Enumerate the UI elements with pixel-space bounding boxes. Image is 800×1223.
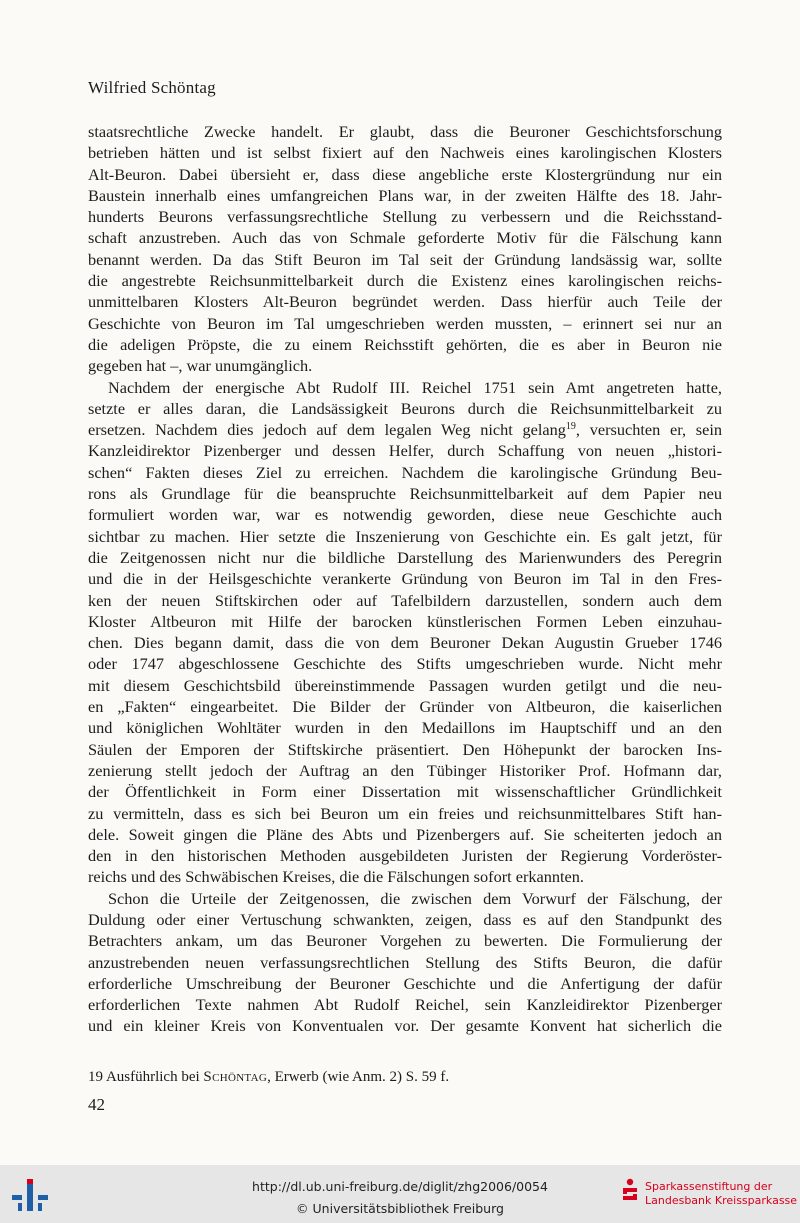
footnote-text: Ausführlich bei [105, 1069, 200, 1085]
text-line: Betrachters ankam, um das Beuroner Vorgehen zu bewerten. Die Formulierung der [88, 931, 722, 951]
text-line: die angestrebte Reichsunmittelbarkeit durch die Existenz eines karolingischen reichs- [88, 271, 722, 291]
text-line: der Öffentlichkeit in Form einer Dissertation mit wissenschaftlicher Gründlichkeit [88, 782, 722, 802]
footer-bar [0, 1165, 800, 1223]
footnote-reference: 19 [565, 421, 576, 433]
text-line: dele. Soweit gingen die Pläne des Abts und Pizenbergers auf. Sie scheiterten jedoch an [88, 824, 722, 844]
text-line: sichtbar zu machen. Hier setzte die Inszenierung von Geschichte ein. Es galt jetzt, für [88, 526, 722, 546]
text-line: chen. Dies begann damit, dass die von dem Beuroner Dekan Augustin Grueber 1746 [88, 633, 722, 653]
source-url[interactable]: http://dl.ub.uni-freiburg.de/diglit/zhg2006/0054 [252, 1179, 548, 1194]
text-line: Säulen der Emporen der Stiftskirche präsentiert. Den Höhepunkt der barocken Ins- [88, 739, 722, 759]
sponsor-line: Landesbank Kreissparkasse [645, 1194, 798, 1207]
text-line: hunderts Beurons verfassungsrechtliche Stellung zu verbessern und die Reichsstand- [88, 207, 722, 227]
text-line: oder 1747 abgeschlossene Geschichte des Stifts umgeschrieben wurde. Nicht mehr [88, 654, 722, 674]
text-line: erforderlichen Texte nahmen Abt Rudolf Reichel, sein Kanzleidirektor Pizenberger [88, 995, 722, 1015]
text-line: Geschichte von Beuron im Tal umgeschrieben werden mussten, – erinnert sei nur an [88, 313, 722, 333]
body-text [88, 121, 722, 1037]
text-line: setzte er alles daran, die Landsässigkeit Beurons durch die Reichsunmittelbarkeit zu [88, 398, 722, 418]
text-line: schen“ Fakten dieses Ziel zu erreichen. Nachdem die karolingische Gründung Beu- [88, 462, 722, 482]
text-fragment: , versuchten er, sein [575, 420, 722, 440]
text-line: Alt-Beuron. Dabei übersieht er, dass diese angebliche erste Klostergründung nur ein [88, 164, 722, 184]
sponsor-text [645, 1180, 797, 1208]
footnote-author: Schöntag [203, 1069, 268, 1085]
sponsor-line: Sparkassenstiftung der [645, 1180, 773, 1193]
text-line: unmittelbaren Klosters Alt-Beuron begründet werden. Dass hierfür auch Teile der [88, 292, 722, 312]
text-line: zenierung stellt jedoch der Auftrag an den Tübinger Historiker Prof. Hofmann dar, [88, 760, 722, 780]
text-line: erforderliche Umschreibung der Beuroner Geschichte und die Anfertigung der dafür [88, 973, 722, 993]
copyright-text: © Universitätsbibliothek Freiburg [296, 1201, 504, 1216]
text-line: rons als Grundlage für die beanspruchte Reichsunmittelbarkeit auf dem Papier neu [88, 484, 722, 504]
footnote-number: 19 [88, 1069, 103, 1085]
footnote [88, 1069, 449, 1086]
text-line: staatsrechtliche Zwecke handelt. Er glaubt, dass die Beuroner Geschichtsforschung [88, 122, 722, 141]
text-line-with-footnote [88, 419, 722, 440]
text-line: Schon die Urteile der Zeitgenossen, die zwischen dem Vorwurf der Fälschung, der [108, 888, 722, 908]
text-line: mit diesem Geschichtsbild übereinstimmende Passagen wurden getilgt und die neu- [88, 675, 722, 695]
text-line: gegeben hat –, war unumgänglich. [88, 356, 313, 376]
text-fragment: ersetzen. Nachdem dies jedoch auf dem legalen Weg nicht gelang [88, 420, 566, 440]
footnote-text: , Erwerb (wie Anm. 2) S. 59 f. [267, 1069, 450, 1085]
text-line: Baustein innerhalb eines umfangreichen Plans war, in der zweiten Hälfte des 18. Jahr- [88, 185, 722, 205]
text-line: formuliert worden war, war es notwendig geworden, diese neue Geschichte auch [88, 505, 722, 525]
text-line: Kloster Altbeuron mit Hilfe der barocken künstlerischen Formen Leben einzuhau- [88, 611, 722, 631]
text-line: reichs und des Schwäbischen Kreises, die die Fälschungen sofort erkannten. [88, 867, 584, 887]
text-line: zu vermitteln, dass es sich bei Beuron um ein freies und reichsunmittelbares Stift han- [88, 803, 722, 823]
text-line: die adeligen Pröpste, die zu einem Reichsstift gehörten, die es aber in Beuron nie [88, 334, 722, 354]
text-line: schaft anzustreben. Auch das von Schmale geforderte Motiv für die Fälschung kann [88, 228, 722, 248]
text-line: Duldung oder einer Vertuschung schwankten, zeigen, dass es auf den Standpunkt des [88, 909, 722, 929]
text-line: ken der neuen Stiftskirchen oder auf Tafelbildern darzustellen, sondern auch dem [88, 590, 722, 610]
text-line: Kanzleidirektor Pizenberger und dessen Helfer, durch Schaffung von neuen „histori- [88, 441, 722, 461]
sparkasse-logo-icon [621, 1178, 639, 1202]
text-line: und königlichen Wohltäter wurden in den Medaillons im Hauptschiff und an den [88, 718, 722, 738]
text-line: den in den historischen Methoden ausgebildeten Juristen der Regierung Vorderöster- [88, 846, 722, 866]
text-line: und ein kleiner Kreis von Konventualen vor. Der gesamte Konvent hat sicherlich die [88, 1016, 722, 1036]
running-head: Wilfried Schöntag [88, 78, 216, 97]
page-number: 42 [88, 1095, 105, 1114]
text-line: Nachdem der energische Abt Rudolf III. Reichel 1751 sein Amt angetreten hatte, [108, 377, 722, 397]
text-line: en „Fakten“ eingearbeitet. Die Bilder der Gründer von Altbeuron, die kaiserlichen [88, 697, 722, 717]
text-line: anzustrebenden neuen verfassungsrechtlichen Stellung des Stifts Beuron, die dafür [88, 952, 722, 972]
text-line: und die in der Heilsgeschichte verankerte Gründung von Beuron im Tal in den Fres- [88, 569, 722, 589]
text-line: die Zeitgenossen nicht nur die bildliche Darstellung des Marienwunders des Peregrin [88, 547, 722, 567]
text-line: betrieben hätten und ist selbst fixiert auf den Nachweis eines karolingischen Klosters [88, 143, 722, 163]
text-line: benannt werden. Da das Stift Beuron im Tal seit der Gründung landsässig war, sollte [88, 249, 722, 269]
